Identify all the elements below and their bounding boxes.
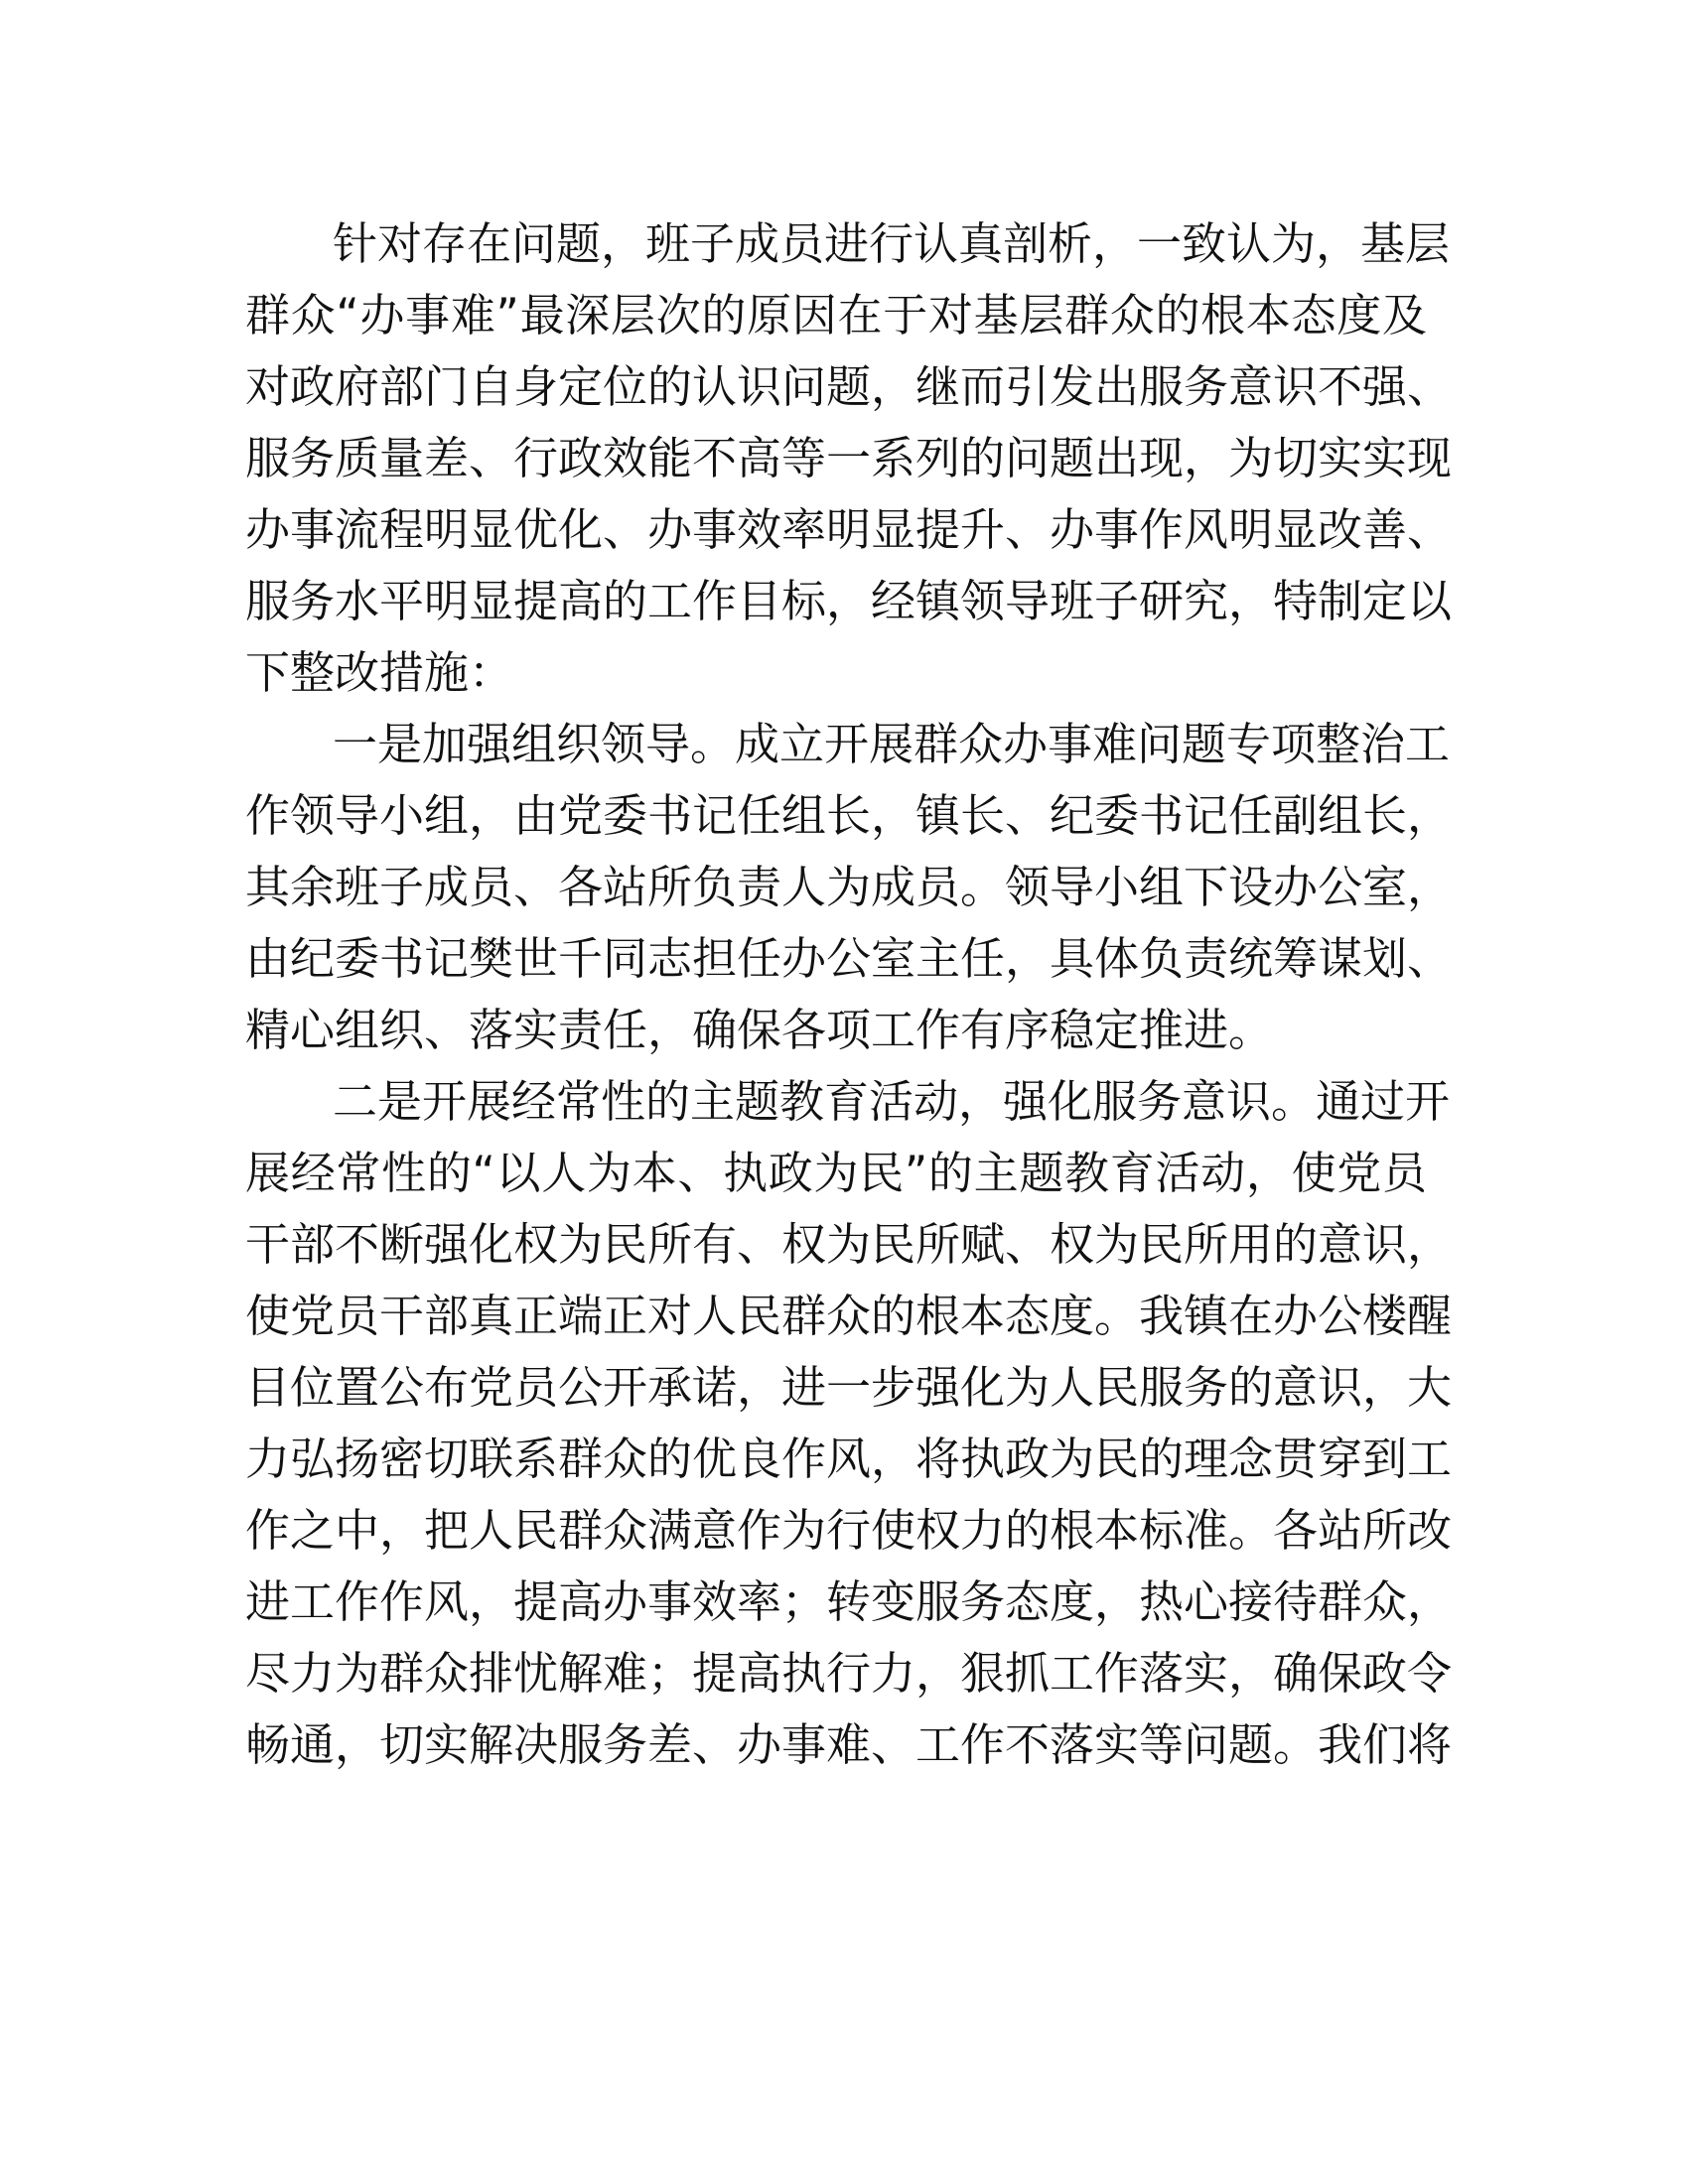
text-line: 针对存在问题，班子成员进行认真剖析，一致认为，基层 <box>333 217 1451 270</box>
text-line: 作领导小组，由党委书记任组长，镇长、纪委书记任副组长， <box>245 789 1453 842</box>
text-line: 进工作作风，提高办事效率；转变服务态度，热心接待群众， <box>245 1575 1453 1628</box>
text-line: 作之中，把人民群众满意作为行使权力的根本标准。各站所改 <box>245 1504 1453 1557</box>
text-line: 使党员干部真正端正对人民群众的根本态度。我镇在办公楼醒 <box>245 1290 1453 1342</box>
text-line: 对政府部门自身定位的认识问题，继而引发出服务意识不强、 <box>245 360 1453 413</box>
text-line: 办事流程明显优化、办事效率明显提升、办事作风明显改善、 <box>245 503 1453 556</box>
text-line: 一是加强组织领导。成立开展群众办事难问题专项整治工 <box>333 718 1451 770</box>
text-line: 服务水平明显提高的工作目标，经镇领导班子研究，特制定以 <box>245 575 1453 627</box>
paragraph-rectification-intro <box>245 208 1453 709</box>
text-line: 目位置公布党员公开承诺，进一步强化为人民服务的意识，大 <box>245 1361 1453 1414</box>
text-line: 干部不断强化权为民所有、权为民所赋、权为民所用的意识， <box>245 1218 1453 1271</box>
text-line: 二是开展经常性的主题教育活动，强化服务意识。通过开 <box>333 1075 1451 1128</box>
text-line: 力弘扬密切联系群众的优良作风，将执政为民的理念贯穿到工 <box>245 1433 1453 1485</box>
text-line: 精心组织、落实责任，确保各项工作有序稳定推进。 <box>245 1004 1274 1056</box>
text-line: 由纪委书记樊世千同志担任办公室主任，具体负责统筹谋划、 <box>245 932 1453 985</box>
text-line: 展经常性的“以人为本、执政为民”的主题教育活动，使党员 <box>245 1147 1427 1199</box>
text-line: 服务质量差、行政效能不高等一系列的问题出现，为切实实现 <box>245 432 1453 484</box>
text-line: 畅通，切实解决服务差、办事难、工作不落实等问题。我们将 <box>245 1718 1453 1771</box>
document-page <box>245 208 1453 1781</box>
paragraph-education <box>245 1066 1453 1781</box>
paragraph-leadership <box>245 709 1453 1066</box>
text-line: 下整改措施： <box>245 646 514 699</box>
text-line: 尽力为群众排忧解难；提高执行力，狠抓工作落实，确保政令 <box>245 1647 1453 1700</box>
text-line: 群众“办事难”最深层次的原因在于对基层群众的根本态度及 <box>245 289 1427 341</box>
text-line: 其余班子成员、各站所负责人为成员。领导小组下设办公室， <box>245 861 1453 913</box>
